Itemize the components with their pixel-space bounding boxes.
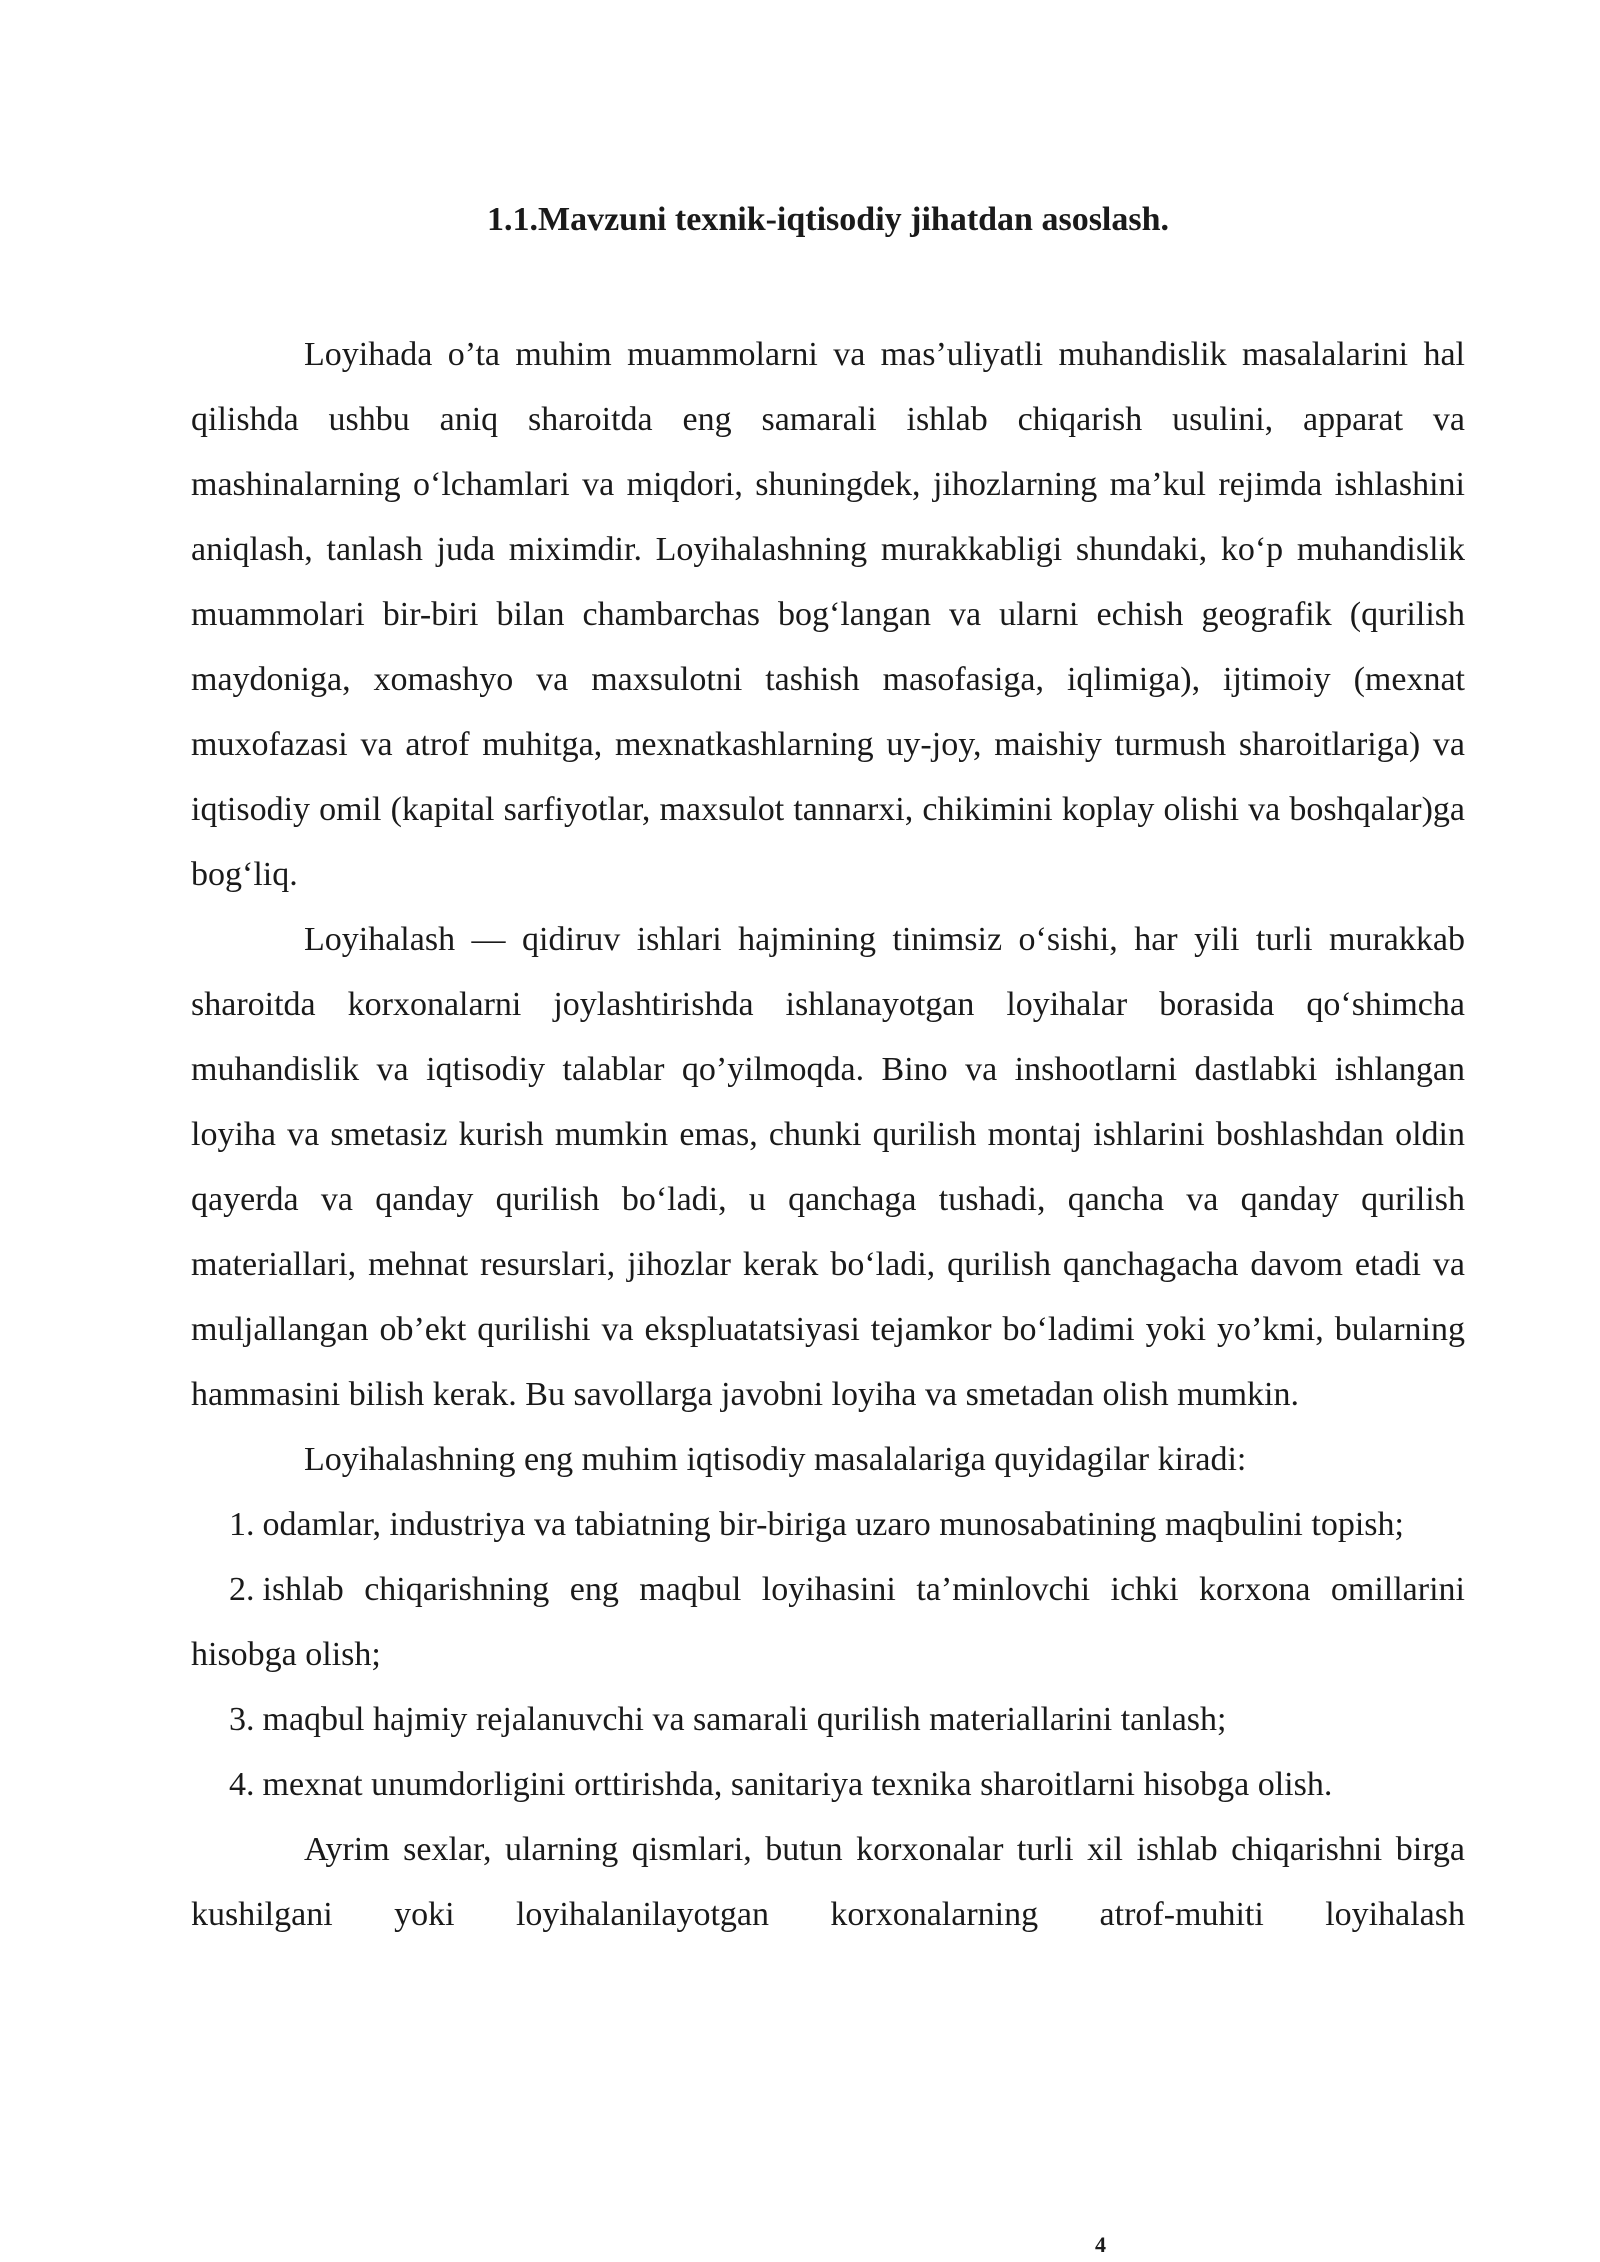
list-item-text: mexnat unumdorligini orttirishda, sanitariya texnika sharoitlarni hisobga olish. [262,1766,1333,1803]
list-item-number: 2. [229,1571,255,1608]
list-item-1 [191,1492,1465,1557]
paragraph-4: Ayrim sexlar, ularning qismlari, butun korxonalar turli xil ishlab chiqarishni birga kushilgani yoki loyihalanilayotgan korxonalarning atrof-muhiti loyihalash [191,1831,1465,1933]
paragraph-3: Loyihalashning eng muhim iqtisodiy masalalariga quyidagilar kiradi: [304,1441,1247,1478]
list-item-text: maqbul hajmiy rejalanuvchi va samarali qurilish materiallarini tanlash; [262,1701,1227,1738]
section-title: 1.1.Mavzuni texnik-iqtisodiy jihatdan asoslash. [486,201,1170,238]
list-item-text: odamlar, industriya va tabiatning bir-biriga uzaro munosabatining maqbulini topish; [262,1506,1404,1543]
page-number: 4 [1095,2232,1106,2257]
paragraph-2: Loyihalash — qidiruv ishlari hajmining tinimsiz o‘sishi, har yili turli murakkab sharoitda korxonalarni joylashtirishda ishlanayotgan loyihalar borasida qo‘shimcha muhandislik va iqtisodiy talablar qo’yilmoqda. Bino va inshootlarni dastlabki ishlangan loyiha va smetasiz kurish mumkin emas, chunki qurilish montaj ishlarini boshlashdan oldin qayerda va qanday qurilish bo‘ladi, u qanchaga tushadi, qancha va qanday qurilish materiallari, mehnat resurslari, jihozlar kerak bo‘ladi, qurilish qanchagacha davom etadi va muljallangan ob’ekt qurilishi va ekspluatatsiyasi tejamkor bo‘ladimi yoki yo’kmi, bularning hammasini bilish kerak. Bu savollarga javobni loyiha va smetadan olish mumkin. [191,921,1465,1413]
paragraph-1: Loyihada o’ta muhim muammolarni va mas’uliyatli muhandislik masalalarini hal qilishda ushbu aniq sharoitda eng samarali ishlab chiqarish usulini, apparat va mashinalarning o‘lchamlari va miqdori, shuningdek, jihozlarning ma’kul rejimda ishlashini aniqlash, tanlash juda miximdir. Loyihalashning murakkabligi shundaki, ko‘p muhandislik muammolari bir-biri bilan chambarchas bog‘langan va ularni echish geografik (qurilish maydoniga, xomashyo va maxsulotni tashish masofasiga, iqlimiga), ijtimoiy (mexnat muxofazasi va atrof muhitga, mexnatkashlarning uy-joy, maishiy turmush sharoitlariga) va iqtisodiy omil (kapital sarfiyotlar, maxsulot tannarxi, chikimini koplay olishi va boshqalar)ga bog‘liq. [191,336,1465,893]
list-item-text: ishlab chiqarishning eng maqbul loyihasini ta’minlovchi ichki korxona omillarini hisobga olish; [191,1571,1465,1673]
list-item-number: 3. [229,1701,255,1738]
list-item-3 [191,1687,1465,1752]
body-text [191,322,1465,1947]
list-item-number: 1. [229,1506,255,1543]
list-item-number: 4. [229,1766,255,1803]
list-item-4 [191,1752,1465,1817]
list-item-2 [191,1557,1465,1687]
